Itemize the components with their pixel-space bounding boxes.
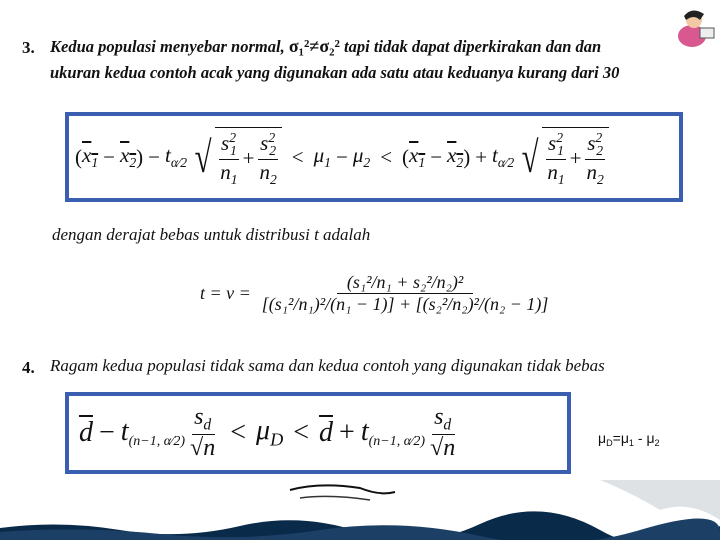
sqrt-body-2: $\frac{s^2_1}{n_1}$ + $\frac{s^2_2}{n_2}$	[542, 127, 609, 187]
t-equals-v: t = v =	[200, 282, 251, 303]
minus-sign-2: −	[148, 144, 160, 169]
formula-3: $\overline{d}$ − $t_{(n-1, \alpha⁄2)}$ $\frac{s_d}{√n}$ < $\mu_D$ < $\overline{d}$ + $t_{(n-1, \alpha⁄2)}$ $\frac{s_d}{√n}$	[79, 403, 456, 461]
df-numerator: (s₁²/n₁ + s₂²/n₂)²	[337, 272, 473, 294]
item-3-line-2: ukuran kedua contoh acak yang digunakan ada satu atau keduanya kurang dari 30	[50, 63, 620, 82]
sqrt-body-1: $\frac{s^2_1}{n_1}$ + $\frac{s^2_2}{n_2}$	[215, 127, 282, 187]
item-3-number: 3.	[22, 38, 35, 57]
sigma-2: σ₂²	[319, 36, 340, 56]
formula-2	[200, 262, 553, 324]
df-fraction	[260, 272, 551, 314]
sd-fraction-1: $\frac{s_d}{√n}$	[190, 403, 216, 461]
xbar-2: $x_2$	[120, 143, 137, 170]
less-than-2: <	[380, 144, 393, 169]
item-4-text: Ragam kedua populasi tidak sama dan kedua contoh yang digunakan tidak bebas	[50, 356, 605, 375]
item-3-text-before: Kedua populasi menyebar normal,	[50, 37, 285, 56]
minus-sign: −	[103, 144, 115, 169]
sqrt-sign-1: √	[194, 132, 212, 182]
formula-3-frame	[65, 392, 571, 474]
sigma-1: σ₁²	[288, 36, 310, 56]
item-4-number: 4.	[22, 358, 35, 377]
formula-1-frame	[65, 112, 683, 202]
dbar: $\overline{d}$	[79, 417, 93, 448]
mu-1: $\mu_1$	[313, 143, 331, 170]
t-value-3: $t_{(n-1, \alpha⁄2)}$	[120, 416, 186, 449]
item-3-line-1	[50, 36, 601, 57]
sd-fraction-2: $\frac{s_d}{√n}$	[430, 403, 456, 461]
formula-1: ( $x_1$ − $x_2$ ) − $t_{\alpha⁄2}$ √ $\frac{s^2_1}{n_1}$ + $\frac{s^2_2}{n_2}$ < $\mu_1$ − $\mu_2$ < ( $x_1$ − $x_2$ ) + $t_{\alpha⁄2}$ √ $\frac{s^2_1}{n_1}$ + $\frac{s^2_2}{n_2}$	[75, 122, 609, 192]
mu-d: $\mu_D$	[256, 415, 284, 450]
item-3-text-after: tapi tidak dapat diperkirakan dan dan	[344, 37, 602, 56]
decorative-figure-icon	[670, 6, 718, 50]
less-than-1: <	[291, 144, 304, 169]
sqrt-sign-2: √	[521, 132, 539, 182]
paren-open: (	[75, 144, 82, 169]
t-value: $t_{\alpha⁄2}$	[165, 143, 188, 170]
df-caption: dengan derajat bebas untuk distribusi t adalah	[52, 225, 371, 244]
mu-2: $\mu_2$	[352, 143, 371, 170]
df-denominator: [(s₁²/n₁)²/(n₁ − 1)] + [(s₂²/n₂)²/(n₂ − 1)]	[261, 293, 549, 314]
ocean-background	[0, 480, 720, 540]
xbar-1: $x_1$	[82, 143, 99, 170]
not-equal: ≠	[309, 36, 320, 56]
mu-d-definition: $\mu_D=\mu_1 - \mu_2$	[598, 430, 660, 449]
